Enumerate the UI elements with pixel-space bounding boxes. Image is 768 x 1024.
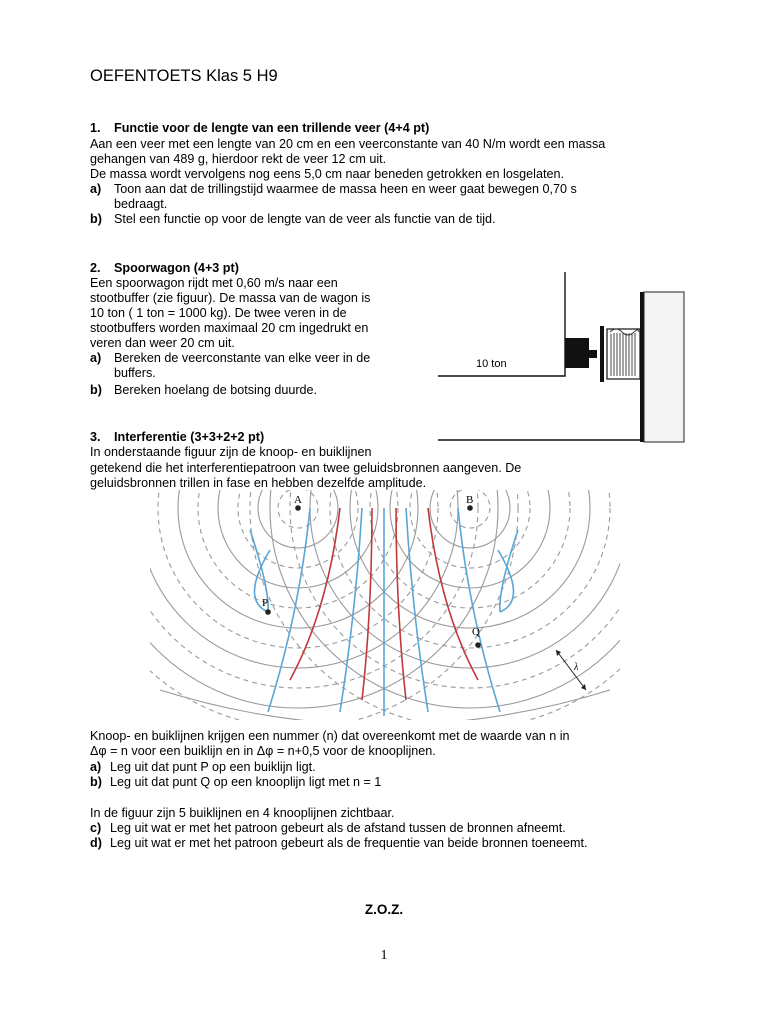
item-text: Bereken de veerconstante van elke veer in de xyxy=(114,351,371,365)
item-text: Toon aan dat de trillingstijd waarmee de massa heen en weer gaat bewegen 0,70 s xyxy=(114,182,577,196)
q2-line: stootbuffers worden maximaal 20 cm ingedrukt en xyxy=(90,321,369,335)
lambda-arrow xyxy=(556,650,586,690)
item-label: a) xyxy=(90,351,102,365)
q2-heading: Spoorwagon (4+3 pt) xyxy=(114,261,239,275)
wagon-buffer-figure xyxy=(430,266,690,446)
item-label: b) xyxy=(90,775,102,789)
q3-line3: In de figuur zijn 5 buiklijnen en 4 knooplijnen zichtbaar. xyxy=(90,806,395,820)
q2-line: 10 ton ( 1 ton = 1000 kg). De twee veren in de xyxy=(90,306,347,320)
wagon-mass-label: 10 ton xyxy=(476,358,507,370)
wall-face xyxy=(640,292,644,442)
item-text: Leg uit wat er met het patroon gebeurt als de frequentie van beide bronnen toeneemt. xyxy=(110,836,588,850)
q1-number: 1. xyxy=(90,121,101,135)
q2-line: veren dan weer 20 cm uit. xyxy=(90,336,235,350)
q1-line: gehangen van 489 g, hierdoor rekt de veer 12 cm uit. xyxy=(90,152,387,166)
wagon-buffer-head xyxy=(565,338,589,368)
label-p: P xyxy=(262,597,269,609)
zoz-note: Z.O.Z. xyxy=(364,902,404,917)
q3-line: getekend die het interferentiepatroon van twee geluidsbronnen aangeven. De xyxy=(90,461,522,475)
q1-heading: Functie voor de lengte van een trillende veer (4+4 pt) xyxy=(114,121,430,135)
q3-line: In onderstaande figuur zijn de knoop- en buiklijnen xyxy=(90,445,372,459)
buffer-plate xyxy=(600,326,604,382)
buiklijn-right-2 xyxy=(458,508,500,712)
source-b xyxy=(467,505,473,511)
buiklijnen xyxy=(250,508,518,716)
point-p xyxy=(265,609,271,615)
item-label: b) xyxy=(90,383,102,397)
q1-line: Aan een veer met een lengte van 20 cm en een veerconstante van 40 N/m wordt een massa xyxy=(90,137,606,151)
item-text: Leg uit dat punt P op een buiklijn ligt. xyxy=(110,760,316,774)
q2-line: stootbuffer (zie figuur). De massa van de wagon is xyxy=(90,291,371,305)
item-label: a) xyxy=(90,182,102,196)
label-q: Q xyxy=(472,626,480,638)
wave-fronts xyxy=(150,490,620,720)
item-text: bedraagt. xyxy=(114,197,168,211)
item-text: Leg uit wat er met het patroon gebeurt als de afstand tussen de bronnen afneemt. xyxy=(110,821,566,835)
wall-block xyxy=(644,292,684,442)
q3-heading: Interferentie (3+3+2+2 pt) xyxy=(114,430,265,444)
page-title: OEFENTOETS Klas 5 H9 xyxy=(90,67,278,85)
item-label: c) xyxy=(90,821,102,835)
q2-line: Een spoorwagon rijdt met 0,60 m/s naar een xyxy=(90,276,338,290)
buiklijn-left-2 xyxy=(268,508,310,712)
item-text: Leg uit dat punt Q op een knooplijn ligt met n = 1 xyxy=(110,775,382,789)
q3-number: 3. xyxy=(90,430,101,444)
buiklijn-right-1 xyxy=(406,508,428,712)
item-text: buffers. xyxy=(114,366,156,380)
item-label: a) xyxy=(90,760,102,774)
q3-line: geluidsbronnen trillen in fase en hebben dezelfde amplitude. xyxy=(90,476,427,490)
q3-line2: Δφ = n voor een buiklijn en in Δφ = n+0,5 voor de knooplijnen. xyxy=(90,744,436,758)
buiklijn-left-1 xyxy=(340,508,362,712)
q1-line: De massa wordt vervolgens nog eens 5,0 cm naar beneden getrokken en losgelaten. xyxy=(90,167,564,181)
item-text: Bereken hoelang de botsing duurde. xyxy=(114,383,318,397)
item-text: Stel een functie op voor de lengte van de veer als functie van de tijd. xyxy=(114,212,496,226)
item-label: b) xyxy=(90,212,102,226)
interference-figure xyxy=(150,490,620,720)
point-q xyxy=(475,642,481,648)
q3-line2: Knoop- en buiklijnen krijgen een nummer (n) dat overeenkomt met de waarde van n in xyxy=(90,729,570,743)
q2-number: 2. xyxy=(90,261,101,275)
source-a xyxy=(295,505,301,511)
item-label: d) xyxy=(90,836,102,850)
wagon-buffer-rod xyxy=(589,350,597,358)
label-b: B xyxy=(466,494,474,506)
page-number: 1 xyxy=(380,948,388,963)
label-lambda: λ xyxy=(574,662,579,673)
label-a: A xyxy=(294,494,302,506)
